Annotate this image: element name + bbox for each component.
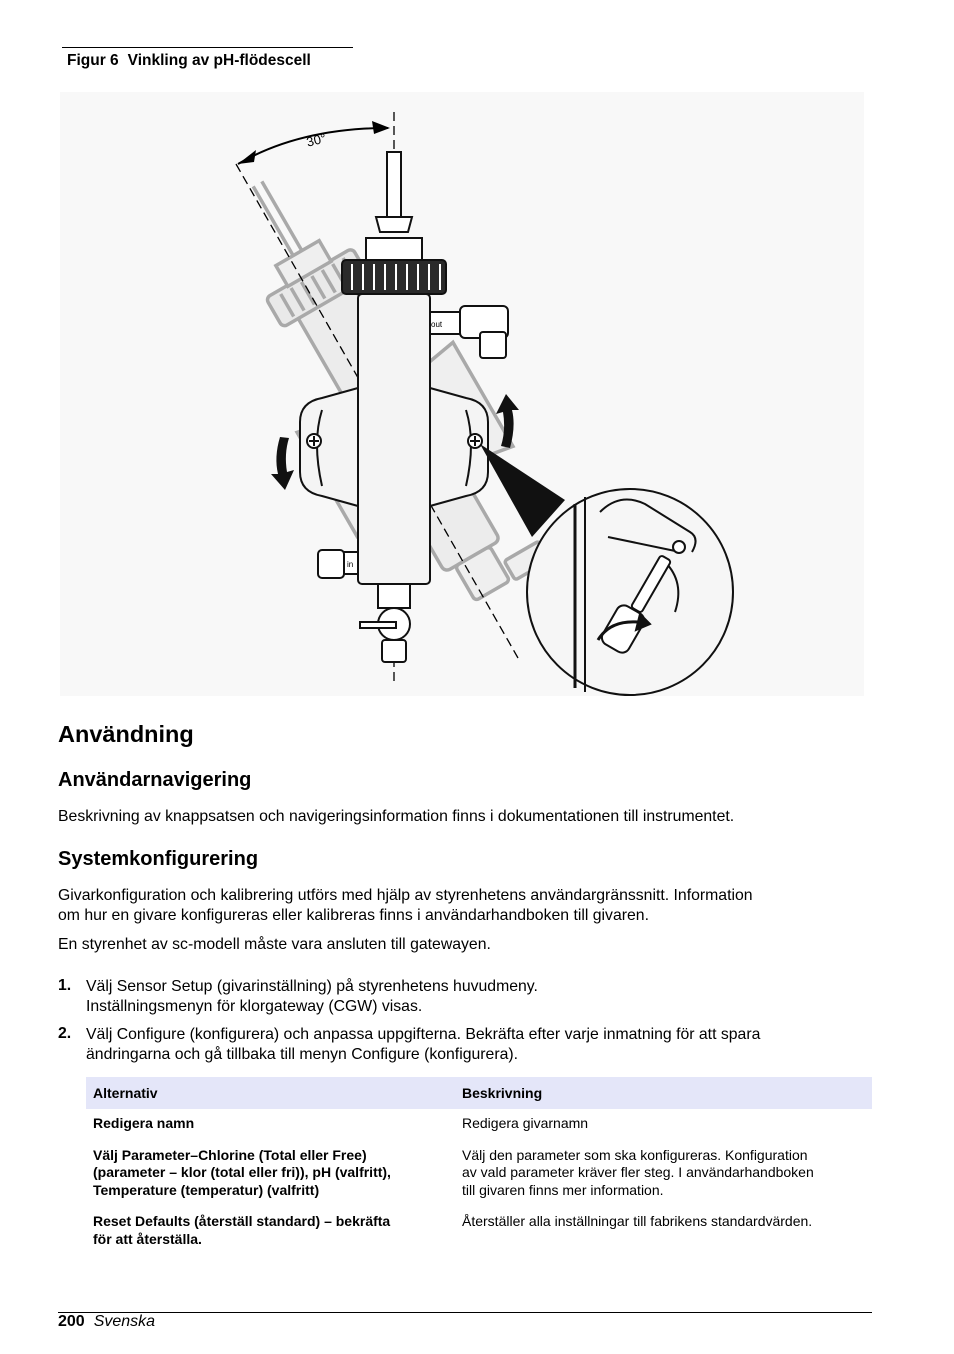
step-line: ändringarna och gå tillbaka till menyn Configure (konfigurera).: [86, 1046, 519, 1063]
option-line: för att återställa.: [93, 1230, 202, 1247]
footer-language: Svenska: [93, 1313, 156, 1330]
footer-rule: [58, 1312, 872, 1313]
figure-caption: [67, 52, 311, 70]
table-row: [86, 1109, 872, 1141]
option-cell: [86, 1109, 455, 1141]
description-cell: [455, 1109, 872, 1141]
option-line: Redigera namn: [93, 1115, 195, 1131]
step-line: Inställningsmenyn för klorgateway (CGW) visas.: [86, 998, 423, 1015]
option-line: Välj Parameter–Chlorine (Total eller Free): [93, 1146, 367, 1163]
step-number: 1.: [58, 977, 72, 994]
option-cell: [86, 1207, 455, 1256]
detail-magnifier: [527, 489, 733, 695]
step-line: Välj Configure (konfigurera) och anpassa uppgifterna. Bekräfta efter varje inmatning för att spara: [86, 1026, 761, 1043]
header-beskrivning: Beskrivning: [455, 1077, 872, 1109]
config-paragraph-line: om hur en givare konfigureras eller kalibreras finns i användarhandboken till givaren.: [58, 907, 649, 924]
option-line: (parameter – klor (total eller fri)), pH (valfritt),: [93, 1164, 391, 1180]
page-number: 200: [58, 1313, 85, 1330]
angle-label: 30°: [304, 130, 328, 150]
description-line: Återställer alla inställningar till fabrikens standardvärden.: [462, 1213, 813, 1229]
config-heading: Systemkonfigurering: [58, 848, 259, 870]
description-line: Välj den parameter som ska konfigureras. Konfiguration: [462, 1146, 808, 1163]
nav-heading: Användarnavigering: [58, 769, 252, 791]
description-line: Redigera givarnamn: [462, 1115, 589, 1131]
option-cell: [86, 1141, 455, 1208]
figure-title: Vinkling av pH-flödescell: [127, 52, 311, 69]
port-out-label: out: [431, 320, 443, 329]
detail-screw-icon: [673, 541, 685, 553]
figure-number: Figur 6: [67, 52, 119, 69]
nav-paragraph: Beskrivning av knappsatsen och navigeringsinformation finns i dokumentationen till instrumentet.: [58, 808, 735, 825]
table-header-row: [86, 1077, 872, 1109]
table-row: [86, 1141, 872, 1208]
option-line: Reset Defaults (återställ standard) – bekräfta: [93, 1213, 391, 1229]
options-table: [86, 1077, 872, 1256]
header-alternativ: Alternativ: [86, 1077, 455, 1109]
description-cell: [455, 1141, 872, 1208]
section-title: Användning: [58, 721, 194, 747]
config-note: En styrenhet av sc-modell måste vara ansluten till gatewayen.: [58, 936, 491, 953]
port-in-label: in: [347, 560, 354, 569]
description-line: till givaren finns mer information.: [462, 1181, 664, 1198]
config-paragraph: [58, 886, 868, 926]
step-line: Välj Sensor Setup (givarinställning) på styrenhetens huvudmeny.: [86, 978, 538, 995]
caption-rule: [62, 47, 353, 48]
flow-cell-illustration: [60, 92, 864, 696]
step-text: [86, 1025, 876, 1065]
left-mount-flange: [300, 388, 358, 506]
option-line: Temperature (temperatur) (valfritt): [93, 1181, 320, 1198]
config-paragraph-line: Givarkonfiguration och kalibrering utförs med hjälp av styrenhetens användargränssnitt. Information: [58, 887, 753, 904]
page-footer: [58, 1313, 155, 1331]
table-row: [86, 1207, 872, 1256]
step-number: 2.: [58, 1025, 72, 1042]
description-cell: [455, 1207, 872, 1256]
step-text: [86, 977, 876, 1017]
description-line: av vald parameter kräver fler steg. I användarhandboken: [462, 1164, 814, 1180]
